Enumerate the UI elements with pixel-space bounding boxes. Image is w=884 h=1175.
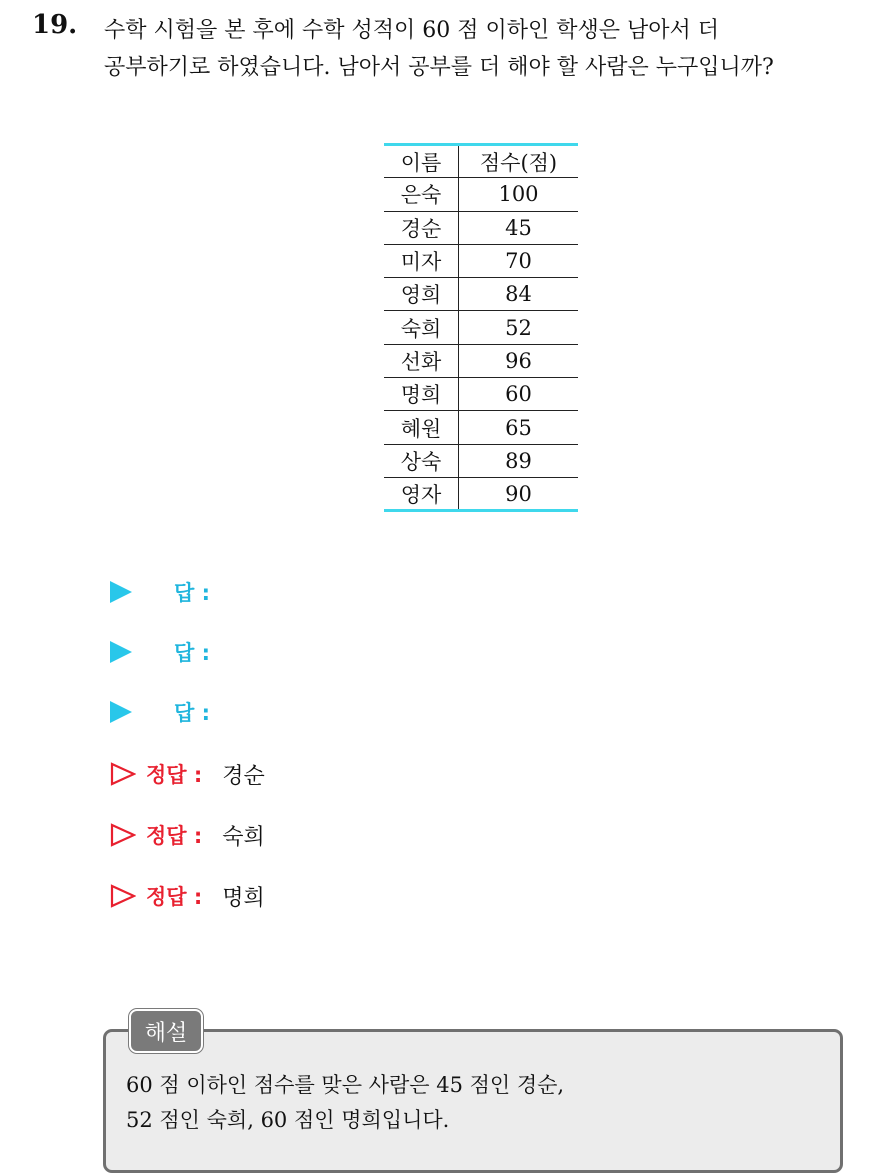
answer-blank[interactable]	[110, 692, 210, 732]
table-row	[384, 178, 578, 211]
cell-score: 96	[459, 344, 579, 377]
correct-answer-value: 명희	[222, 885, 265, 911]
filled-triangle-icon	[110, 641, 132, 663]
cell-score: 52	[459, 311, 579, 344]
outline-triangle-icon	[110, 762, 136, 786]
answer-label: 답 :	[174, 581, 210, 605]
table-row	[384, 344, 578, 377]
table-row	[384, 411, 578, 444]
cell-name: 명희	[384, 378, 459, 411]
answer-label: 답 :	[174, 641, 210, 665]
header-score: 점수(점)	[459, 145, 579, 178]
question-line: 공부하기로 하였습니다. 남아서 공부를 더 해야 할 사람은 누구입니까?	[104, 55, 774, 80]
cell-name: 상숙	[384, 444, 459, 477]
cell-name: 숙희	[384, 311, 459, 344]
correct-answer-label: 정답 :	[146, 885, 203, 909]
cell-name: 경순	[384, 211, 459, 244]
question-line: 수학 시험을 본 후에 수학 성적이 60 점 이하인 학생은 남아서 더	[104, 18, 719, 43]
answer-blank[interactable]	[110, 632, 210, 672]
cell-score: 84	[459, 278, 579, 311]
outline-triangle-icon	[110, 823, 136, 847]
header-name: 이름	[384, 145, 459, 178]
outline-triangle-icon	[110, 884, 136, 908]
correct-answer-value: 숙희	[222, 824, 265, 850]
cell-score: 60	[459, 378, 579, 411]
explanation-title: 해설	[129, 1009, 203, 1053]
cell-score: 89	[459, 444, 579, 477]
correct-answer-label: 정답 :	[146, 763, 203, 787]
correct-answer	[110, 754, 265, 794]
table-row	[384, 278, 578, 311]
cell-name: 영희	[384, 278, 459, 311]
table-row	[384, 378, 578, 411]
table-row	[384, 477, 578, 510]
explanation-line: 52 점인 숙희, 60 점인 명희입니다.	[126, 1108, 450, 1132]
table-row	[384, 444, 578, 477]
cell-name: 선화	[384, 344, 459, 377]
cell-name: 은숙	[384, 178, 459, 211]
answer-blank[interactable]	[110, 572, 210, 612]
cell-score: 70	[459, 244, 579, 277]
cell-score: 45	[459, 211, 579, 244]
cell-score: 65	[459, 411, 579, 444]
cell-name: 미자	[384, 244, 459, 277]
correct-answer-value: 경순	[222, 763, 265, 789]
filled-triangle-icon	[110, 701, 132, 723]
cell-score: 90	[459, 477, 579, 510]
table-row	[384, 311, 578, 344]
filled-triangle-icon	[110, 581, 132, 603]
score-table	[384, 143, 578, 512]
table-row	[384, 244, 578, 277]
question-text	[104, 12, 774, 86]
table-row	[384, 211, 578, 244]
question-number: 19.	[32, 10, 78, 40]
explanation-text	[126, 1068, 564, 1138]
cell-name: 영자	[384, 477, 459, 510]
explanation-line: 60 점 이하인 점수를 맞은 사람은 45 점인 경순,	[126, 1073, 565, 1097]
answer-label: 답 :	[174, 701, 210, 725]
table-header-row	[384, 145, 578, 178]
correct-answer	[110, 876, 265, 916]
cell-score: 100	[459, 178, 579, 211]
correct-answer	[110, 815, 265, 855]
cell-name: 혜원	[384, 411, 459, 444]
correct-answer-label: 정답 :	[146, 824, 203, 848]
